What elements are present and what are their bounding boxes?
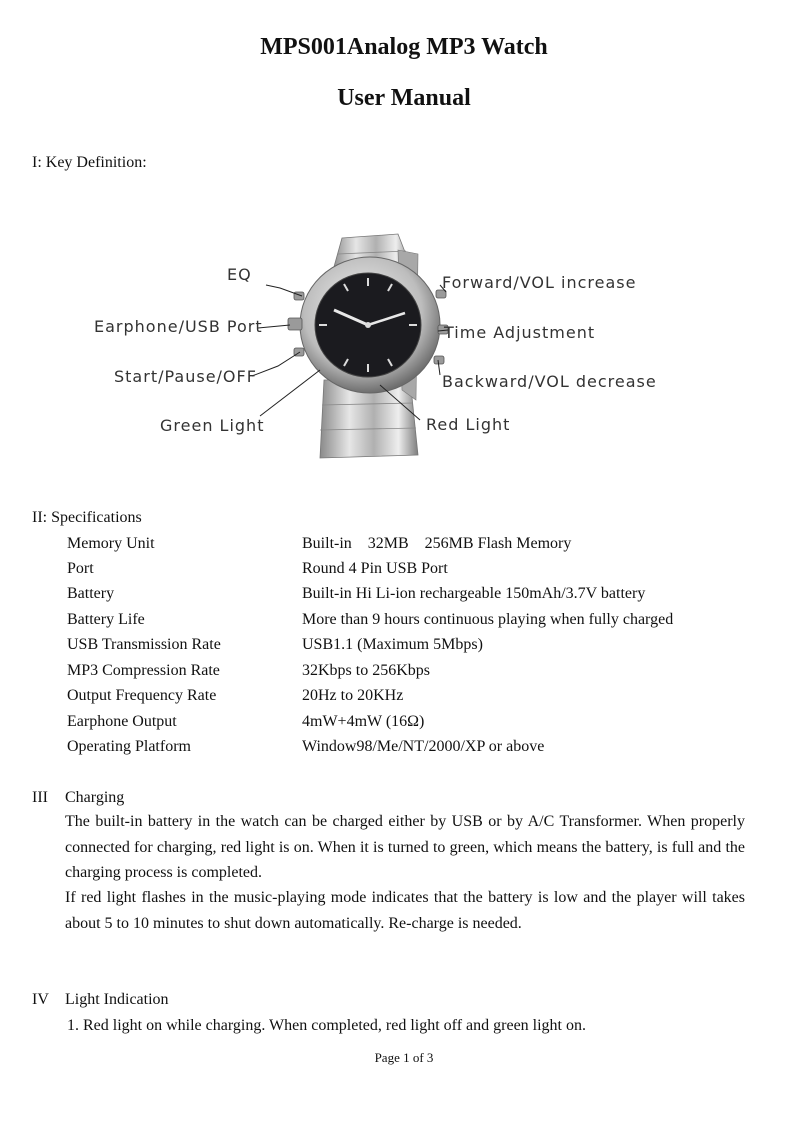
charging-paragraph-2: If red light flashes in the music-playing mode indicates that the battery is low and the player will takes about 5 to 10 minutes to shut down automatically. Re-charge is needed. — [65, 889, 745, 932]
spec-label: Memory Unit — [67, 535, 155, 552]
section4-number: IV — [32, 991, 49, 1008]
spec-value: USB1.1 (Maximum 5Mbps) — [302, 636, 483, 653]
spec-label: Operating Platform — [67, 738, 191, 755]
spec-value: Built-in 32MB 256MB Flash Memory — [302, 535, 572, 552]
spec-value: 32Kbps to 256Kbps — [302, 662, 431, 679]
section3-number: III — [32, 789, 48, 806]
spec-value: 20Hz to 20KHz — [302, 687, 404, 704]
charging-paragraph-1: The built-in battery in the watch can be charged either by USB or by A/C Transformer. When properly connected for charging, red light is on. When it is turned to green, which means the battery, is full and the charging process is completed. — [65, 813, 745, 881]
spec-value: Round 4 Pin USB Port — [302, 560, 448, 577]
page-number: Page 1 of 3 — [374, 1050, 434, 1065]
label-green-light: Green Light — [160, 416, 265, 435]
spec-label: Battery — [67, 585, 115, 602]
spec-label: Output Frequency Rate — [67, 687, 217, 704]
spec-value: 4mW+4mW (16Ω) — [302, 713, 425, 730]
section4-heading: Light Indication — [65, 991, 169, 1008]
label-backward-vol-decrease: Backward/VOL decrease — [442, 372, 657, 391]
document-title: MPS001Analog MP3 Watch — [260, 34, 548, 60]
section3-heading: Charging — [65, 789, 125, 806]
label-eq: EQ — [227, 265, 252, 284]
label-start-pause-off: Start/Pause/OFF — [114, 367, 257, 386]
spec-value: More than 9 hours continuous playing when fully charged — [302, 611, 674, 628]
light-indication-item-1: 1. Red light on while charging. When completed, red light off and green light on. — [67, 1017, 586, 1034]
watch-diagram — [80, 230, 680, 480]
label-forward-vol-increase: Forward/VOL increase — [442, 273, 637, 292]
section1-heading: I: Key Definition: — [32, 154, 147, 171]
section2-heading: II: Specifications — [32, 509, 142, 526]
label-red-light: Red Light — [426, 415, 511, 434]
spec-label: MP3 Compression Rate — [67, 662, 220, 679]
spec-label: Battery Life — [67, 611, 145, 628]
spec-label: Earphone Output — [67, 713, 177, 730]
spec-label: USB Transmission Rate — [67, 636, 221, 653]
label-earphone-usb-port: Earphone/USB Port — [94, 317, 263, 336]
document-subtitle: User Manual — [337, 85, 471, 111]
spec-value: Window98/Me/NT/2000/XP or above — [302, 738, 545, 755]
spec-value: Built-in Hi Li-ion rechargeable 150mAh/3.7V battery — [302, 585, 646, 602]
label-time-adjustment: Time Adjustment — [444, 323, 596, 342]
spec-label: Port — [67, 560, 94, 577]
